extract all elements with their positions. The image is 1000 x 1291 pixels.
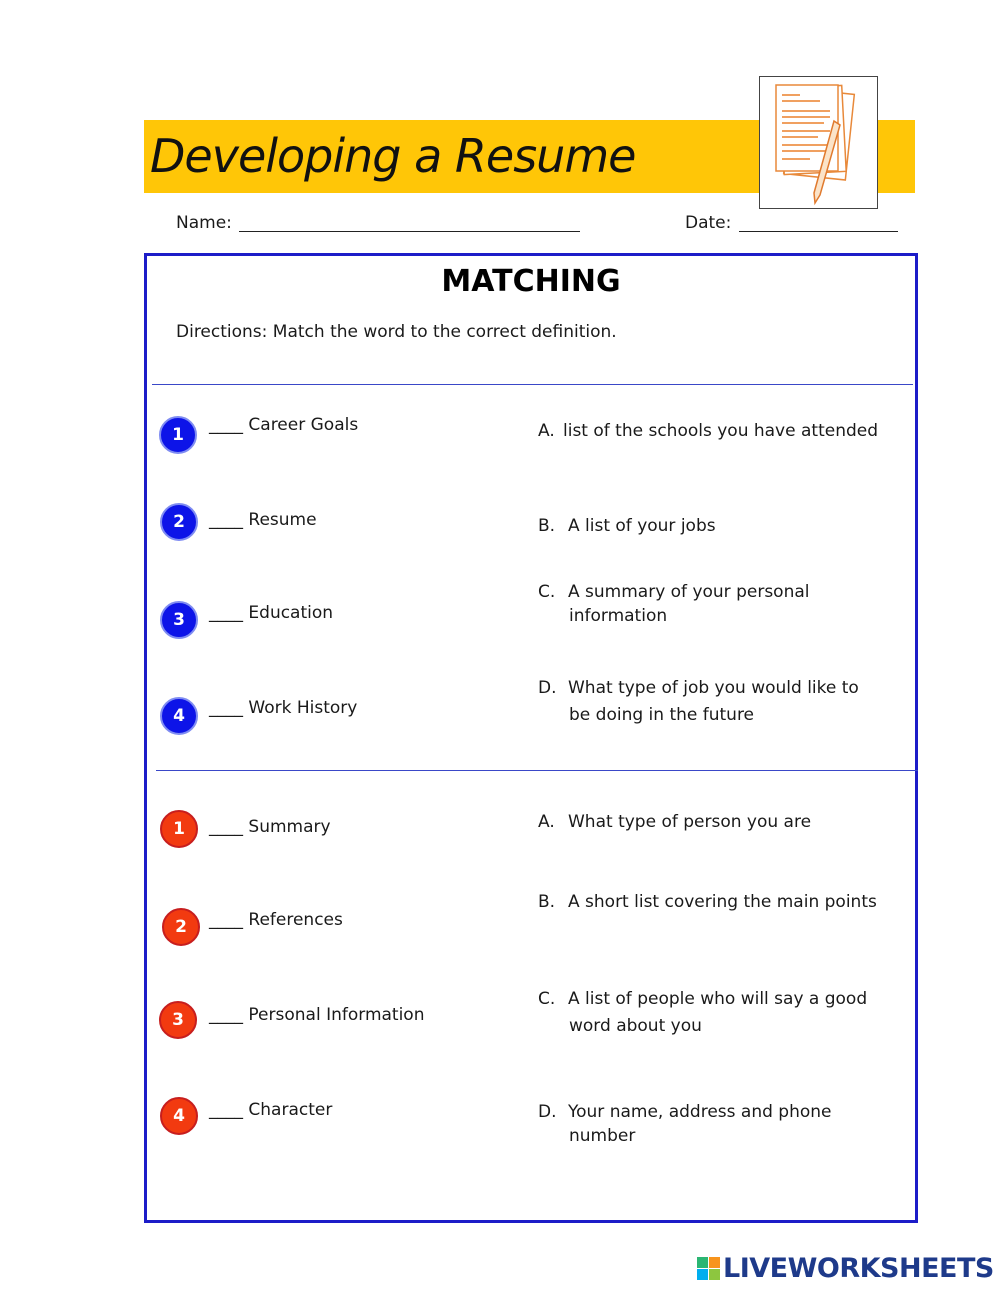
definition-text: A list of your jobs xyxy=(568,516,716,536)
term-label: Work History xyxy=(248,698,358,718)
directions-text: Directions: Match the word to the correct definition. xyxy=(176,322,617,342)
number-badge: 4 xyxy=(160,697,198,735)
definition-text: A summary of your personal xyxy=(568,582,810,602)
match-term xyxy=(209,910,343,930)
definition-letter: D. xyxy=(538,1102,557,1122)
definition-text: Your name, address and phone xyxy=(568,1102,832,1122)
term-label: Personal Information xyxy=(248,1005,425,1025)
definition-text-continued: number xyxy=(569,1126,636,1146)
term-label: Character xyxy=(248,1100,333,1120)
number-badge: 1 xyxy=(160,810,198,848)
section-title: MATCHING xyxy=(441,264,621,299)
definition-text: list of the schools you have attended xyxy=(563,421,879,441)
term-label: Summary xyxy=(248,817,331,837)
number-badge: 3 xyxy=(159,1001,197,1039)
name-label: Name: xyxy=(176,213,232,233)
definition-item xyxy=(538,986,867,1040)
definition-item xyxy=(538,1100,832,1148)
answer-blank[interactable]: ____ xyxy=(209,510,243,530)
term-label: Career Goals xyxy=(248,415,359,435)
definition-text: What type of person you are xyxy=(568,812,812,832)
number-badge: 4 xyxy=(160,1097,198,1135)
definition-text: A list of people who will say a good xyxy=(568,989,868,1009)
divider-middle xyxy=(156,770,918,771)
match-term xyxy=(209,817,331,837)
definition-text: A short list covering the main points xyxy=(568,892,877,912)
name-input-line[interactable] xyxy=(239,230,580,232)
date-label: Date: xyxy=(685,213,732,233)
definition-text: What type of job you would like to xyxy=(568,678,859,698)
answer-blank[interactable]: ____ xyxy=(209,1005,243,1025)
divider-top xyxy=(152,384,913,385)
definition-item xyxy=(538,580,810,628)
definition-letter: B. xyxy=(538,516,556,536)
definition-text-continued: be doing in the future xyxy=(569,705,755,725)
definition-item xyxy=(538,810,811,834)
term-label: Education xyxy=(248,603,334,623)
match-term xyxy=(209,1005,424,1025)
definition-letter: D. xyxy=(538,678,557,698)
match-term xyxy=(209,698,357,718)
definition-letter: B. xyxy=(538,892,556,912)
match-term xyxy=(209,603,333,623)
match-term xyxy=(209,415,358,435)
date-input-line[interactable] xyxy=(739,230,898,232)
number-badge: 2 xyxy=(160,503,198,541)
number-badge: 2 xyxy=(162,908,200,946)
match-term xyxy=(209,1100,332,1120)
resume-document-icon xyxy=(759,76,878,209)
logo-squares-icon xyxy=(697,1257,720,1280)
term-label: Resume xyxy=(248,510,317,530)
brand-name: LIVEWORKSHEETS xyxy=(723,1253,994,1284)
number-badge: 1 xyxy=(159,416,197,454)
answer-blank[interactable]: ____ xyxy=(209,910,243,930)
definition-item xyxy=(538,419,878,443)
number-badge: 3 xyxy=(160,601,198,639)
matching-box xyxy=(144,253,918,1223)
answer-blank[interactable]: ____ xyxy=(209,1100,243,1120)
definition-item xyxy=(538,514,716,538)
answer-blank[interactable]: ____ xyxy=(209,817,243,837)
term-label: References xyxy=(248,910,343,930)
page-title: Developing a Resume xyxy=(150,129,636,183)
answer-blank[interactable]: ____ xyxy=(209,603,243,623)
answer-blank[interactable]: ____ xyxy=(209,415,243,435)
definition-letter: C. xyxy=(538,582,556,602)
definition-letter: A. xyxy=(538,812,555,832)
definition-letter: C. xyxy=(538,989,556,1009)
match-term xyxy=(209,510,317,530)
definition-text-continued: word about you xyxy=(569,1016,702,1036)
definition-text-continued: information xyxy=(569,606,668,626)
definition-item xyxy=(538,890,877,914)
definition-item xyxy=(538,675,859,729)
answer-blank[interactable]: ____ xyxy=(209,698,243,718)
definition-letter: A. xyxy=(538,421,555,441)
liveworksheets-logo[interactable] xyxy=(697,1253,994,1284)
